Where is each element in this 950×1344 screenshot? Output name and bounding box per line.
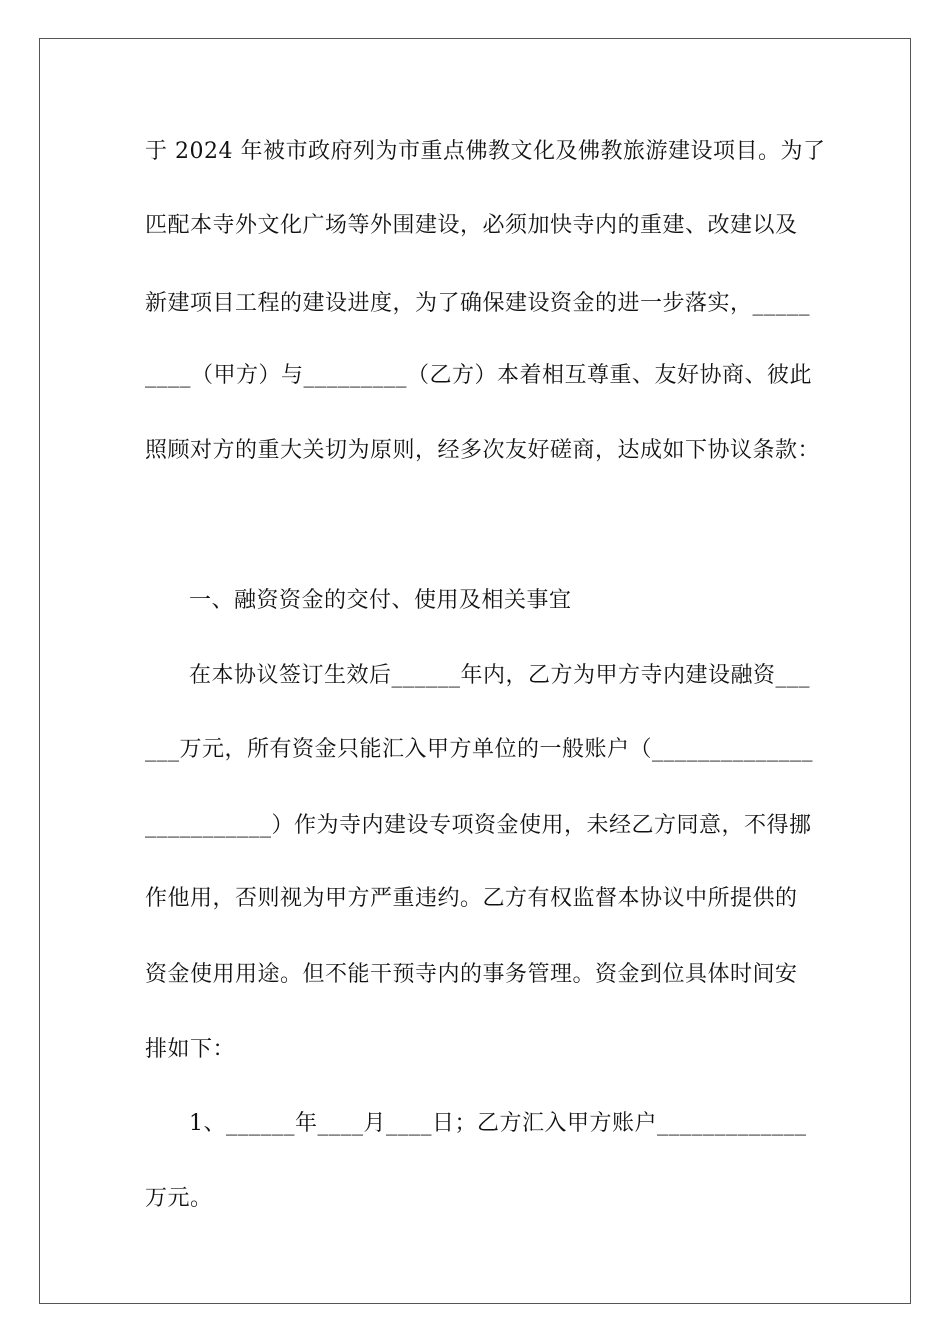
paragraph-line: 于 2024 年被市政府列为市重点佛教文化及佛教旅游建设项目。为了: [145, 139, 826, 164]
paragraph-line: 在本协议签订生效后______年内，乙方为甲方寺内建设融资___: [189, 663, 811, 688]
paragraph-line: ___________）作为寺内建设专项资金使用，未经乙方同意，不得挪: [145, 813, 812, 838]
list-item: 1、______年____月____日；乙方汇入甲方账户_____________: [189, 1111, 807, 1136]
paragraph-line: 万元。: [145, 1186, 213, 1211]
paragraph-line: 作他用，否则视为甲方严重违约。乙方有权监督本协议中所提供的: [145, 886, 798, 911]
paragraph-line: 照顾对方的重大关切为原则，经多次友好磋商，达成如下协议条款：: [145, 438, 821, 463]
section-heading: 一、融资资金的交付、使用及相关事宜: [189, 588, 572, 613]
paragraph-line: ___万元，所有资金只能汇入甲方单位的一般账户（______________: [145, 737, 814, 762]
paragraph-line: 资金使用用途。但不能干预寺内的事务管理。资金到位具体时间安: [145, 962, 798, 987]
paragraph-line: 排如下：: [145, 1037, 236, 1062]
paragraph-line: ____（甲方）与_________（乙方）本着相互尊重、友好协商、彼此: [145, 363, 813, 388]
paragraph-line: 匹配本寺外文化广场等外围建设，必须加快寺内的重建、改建以及: [145, 213, 798, 238]
paragraph-line: 新建项目工程的建设进度，为了确保建设资金的进一步落实，_____: [145, 291, 811, 316]
